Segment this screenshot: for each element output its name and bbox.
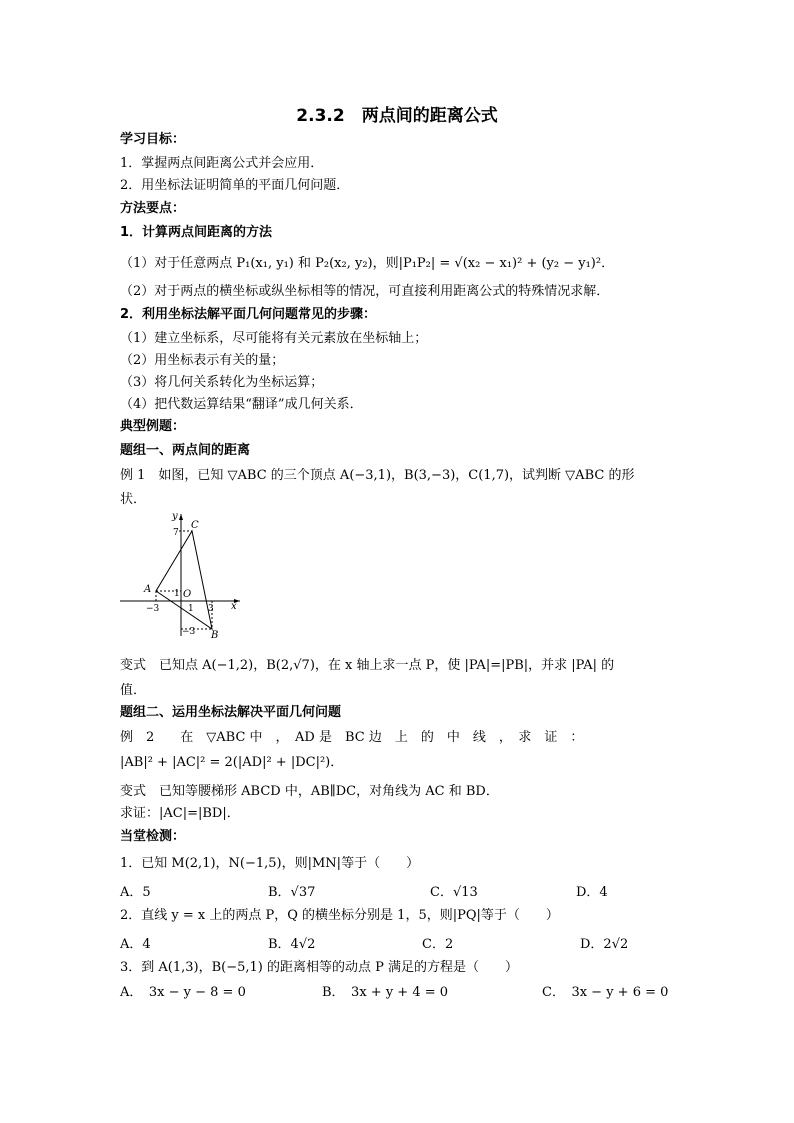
quiz-option: C．2 xyxy=(422,937,454,952)
tick-label: 1 xyxy=(174,589,180,599)
variant-text: 值． xyxy=(120,683,147,698)
quiz-option: C．√13 xyxy=(430,885,478,900)
quiz-option: D．2√2 xyxy=(580,937,629,952)
example-text: 例 1 如图，已知 ▽ABC 的三个顶点 A(−3,1)，B(3,−3)，C(1,7)，试判断 ▽ABC 的形 xyxy=(120,468,635,483)
quiz-option: B．√37 xyxy=(268,885,316,900)
group-title: 题组二、运用坐标法解决平面几何问题 xyxy=(120,705,342,720)
method-section-title: 1．计算两点间距离的方法 xyxy=(120,225,273,240)
tick-label: 1 xyxy=(188,604,194,614)
method-item: （1）对于任意两点 P₁(x₁, y₁) 和 P₂(x₂, y₂)，则|P₁P₂| = √(x₂ − x₁)² + (y₂ − y₁)²． xyxy=(120,256,615,271)
examples-heading: 典型例题： xyxy=(120,419,186,434)
method-heading: 方法要点： xyxy=(120,201,186,216)
method-step: （4）把代数运算结果“翻译”成几何关系． xyxy=(120,397,363,412)
quiz-question: 1．已知 M(2,1)，N(−1,5)，则|MN|等于（ ） xyxy=(120,856,420,871)
quiz-option: B．4√2 xyxy=(268,937,316,952)
quiz-question: 3．到 A(1,3)，B(−5,1) 的距离相等的动点 P 满足的方程是（ ） xyxy=(120,960,519,975)
method-item: （2）对于两点的横坐标或纵坐标相等的情况，可直接利用距离公式的特殊情况求解． xyxy=(120,284,610,299)
quiz-option: A．5 xyxy=(120,885,151,900)
quiz-option: A． 3x − y − 8 = 0 xyxy=(120,985,246,1000)
quiz-option: B． 3x + y + 4 = 0 xyxy=(322,985,449,1000)
method-section-title: 2．利用坐标法解平面几何问题常见的步骤： xyxy=(120,307,377,322)
variant-text: 变式 已知等腰梯形 ABCD 中，AB∥DC，对角线为 AC 和 BD． xyxy=(120,784,499,799)
vertex-label-b: B xyxy=(211,630,219,640)
tick-label: −3 xyxy=(146,604,160,614)
method-step: （3）将几何关系转化为坐标运算； xyxy=(120,375,324,390)
tick-label: 3 xyxy=(208,604,214,614)
axis-label-x: x xyxy=(231,601,237,612)
group-title: 题组一、两点间的距离 xyxy=(120,443,251,458)
y-axis-arrow xyxy=(179,514,183,520)
goal-item: 2．用坐标法证明简单的平面几何问题． xyxy=(120,178,350,193)
triangle-figure xyxy=(118,510,243,640)
vertex-label-a: A xyxy=(144,584,152,595)
quiz-heading: 当堂检测： xyxy=(120,829,186,844)
example-text: 例 2 在 ▽ABC 中 ， AD 是 BC 边 上 的 中 线 ， 求 证 ： xyxy=(120,730,584,745)
goals-heading: 学习目标： xyxy=(120,132,186,147)
variant-text: 变式 已知点 A(−1,2)，B(2,√7)，在 x 轴上求一点 P，使 |PA|=|PB|，并求 |PA| 的 xyxy=(120,658,615,673)
example-text: 状． xyxy=(120,492,147,507)
goal-item: 1．掌握两点间距离公式并会应用． xyxy=(120,156,324,171)
tick-label: 7 xyxy=(173,528,179,538)
variant-text: 求证：|AC|=|BD|． xyxy=(120,806,240,821)
axis-label-y: y xyxy=(172,511,178,522)
quiz-question: 2．直线 y = x 上的两点 P，Q 的横坐标分别是 1，5，则|PQ|等于（ ） xyxy=(120,908,559,923)
method-step: （1）建立坐标系，尽可能将有关元素放在坐标轴上； xyxy=(120,331,428,346)
quiz-option: C． 3x − y + 6 = 0 xyxy=(542,985,669,1000)
quiz-option: A．4 xyxy=(120,937,151,952)
quiz-option: D．4 xyxy=(576,885,608,900)
example-formula: |AB|² + |AC|² = 2(|AD|² + |DC|²)． xyxy=(120,755,344,770)
origin-label: O xyxy=(183,589,192,600)
page-title: 2.3.2 两点间的距离公式 xyxy=(296,106,498,126)
vertex-label-c: C xyxy=(191,520,199,531)
method-step: （2）用坐标表示有关的量； xyxy=(120,353,285,368)
tick-label: −3 xyxy=(182,627,196,637)
triangle-abc xyxy=(156,531,212,629)
